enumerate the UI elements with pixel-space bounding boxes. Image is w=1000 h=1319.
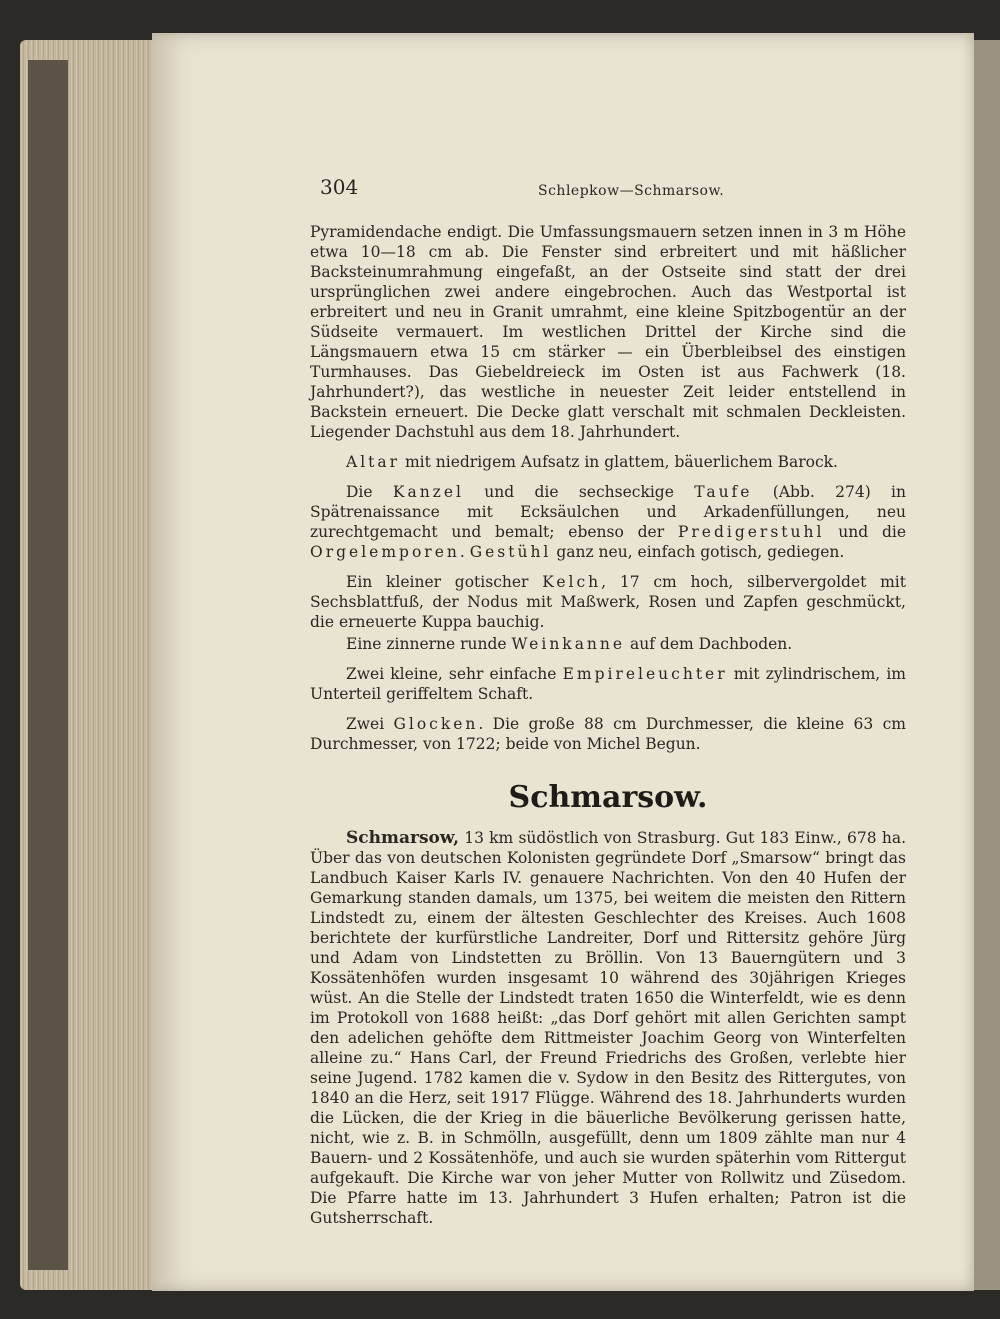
page-number: 304	[320, 175, 359, 199]
term-gestuehl: Gestühl	[469, 543, 552, 561]
term-altar: Altar	[346, 453, 401, 471]
paragraph-altar: Altar mit niedrigem Aufsatz in glattem, bäuerlichem Barock.	[346, 453, 838, 471]
page-text	[310, 222, 906, 1238]
term-glocken: Glocken	[393, 715, 479, 733]
running-head: Schlepkow—Schmarsow.	[538, 183, 725, 199]
term-orgelemporen: Orgelemporen	[310, 543, 460, 561]
paragraph-kanzel: Die Kanzel und die sechseckige Taufe (Abb. 274) in Spätrenaissance mit Ecksäulchen und Arkadenfüllungen, neu zurechtgemacht und bemalt; ebenso der Predigerstuhl und die Orgelemporen. Gestühl ganz neu, einfach gotisch, gediegen.	[310, 483, 906, 561]
book-cover-spine	[28, 60, 68, 1270]
section-title: Schmarsow.	[508, 780, 708, 815]
paragraph-glocken: Zwei Glocken. Die große 88 cm Durchmesser, die kleine 63 cm Durchmesser, von 1722; beide von Michel Begun.	[310, 715, 906, 753]
background-strip	[974, 40, 1000, 1290]
term-kanzel: Kanzel	[392, 483, 464, 501]
term-taufe: Taufe	[694, 483, 753, 501]
term-empireleuchter: Empireleuchter	[562, 665, 728, 683]
lead-name: Schmarsow,	[346, 828, 460, 848]
paragraph-construction: Pyramidendache endigt. Die Umfassungsmauern setzen innen in 3 m Höhe etwa 10—18 cm ab. Die Fenster sind erbreitert und mit häßlicher Backsteinumrahmung eingefaßt, an der Ostseite sind statt der drei ursprünglichen zwei andere eingebrochen. Auch das Westportal ist erbreitert und neu in Granit umrahmt, eine kleine Spitzbogentür an der Südseite vermauert. Im westlichen Drittel der Kirche sind die Längsmauern etwa 15 cm stärker — ein Überbleibsel des einstigen Turmhauses. Das Giebeldreieck im Osten ist aus Fachwerk (18. Jahrhundert?), das westliche in neuester Zeit leider entstellend in Backstein erneuert. Die Decke glatt verschalt mit schmalen Deckleisten. Liegender Dachstuhl aus dem 18. Jahrhundert.	[310, 223, 906, 441]
paragraph-schmarsow: Schmarsow, 13 km südöstlich von Strasburg. Gut 183 Einw., 678 ha. Über das von deutschen Kolonisten gegründete Dorf „Smarsow“ bringt das Landbuch Kaiser Karls IV. genauere Nachrichten. Von den 40 Hufen der Gemarkung standen damals, um 1375, bei weitem die meisten den Rittern Lindstedt zu, einem der ältesten Geschlechter des Kreises. Auch 1608 berichtete der kurfürstliche Landreiter, Dorf und Rittersitz gehöre Jürg und Adam von Lindstetten zu Bröllin. Von 13 Bauerngütern und 3 Kossätenhöfen wurden insgesamt 10 während des 30jährigen Krieges wüst. An die Stelle der Lindstedt traten 1650 die Winterfeldt, wie es denn im Protokoll von 1688 heißt: „das Dorf gehört mit allen Gerichten sampt den adelichen gehöfte dem Rittmeister Joachim Georg von Winterfelten alleine zu.“ Hans Carl, der Freund Friedrichs des Großen, verlebte hier seine Jugend. 1782 kamen die v. Sydow in den Besitz des Rittergutes, von 1840 an die Herz, seit 1917 Flügge. Während des 18. Jahrhunderts wurden die Lücken, die der Krieg in die bäuerliche Bevölkerung gerissen hatte, nicht, wie z. B. in Schmölln, ausgefüllt, denn um 1809 zählte man nur 4 Bauern- und 2 Kossätenhöfe, und auch sie wurden späterhin vom Rittergut aufgekauft. Die Kirche war von jeher Mutter von Rollwitz und Züsedom. Die Pfarre hatte im 13. Jahrhundert 3 Hufen erhalten; Patron ist die Gutsherrschaft.	[310, 828, 906, 1227]
paragraph-kelch: Ein kleiner gotischer Kelch, 17 cm hoch, silbervergoldet mit Sechsblattfuß, der Nodus mit Maßwerk, Rosen und Zapfen geschmückt, die erneuerte Kuppa bauchig.	[310, 573, 906, 631]
paragraph-empireleuchter: Zwei kleine, sehr einfache Empireleuchter mit zylindrischem, im Unterteil geriffeltem Schaft.	[310, 665, 906, 703]
paragraph-weinkanne: Eine zinnerne runde Weinkanne auf dem Dachboden.	[346, 635, 793, 653]
term-predigerstuhl: Predigerstuhl	[677, 523, 825, 541]
term-weinkanne: Weinkanne	[511, 635, 626, 653]
term-kelch: Kelch	[542, 573, 602, 591]
page-header	[320, 175, 910, 205]
